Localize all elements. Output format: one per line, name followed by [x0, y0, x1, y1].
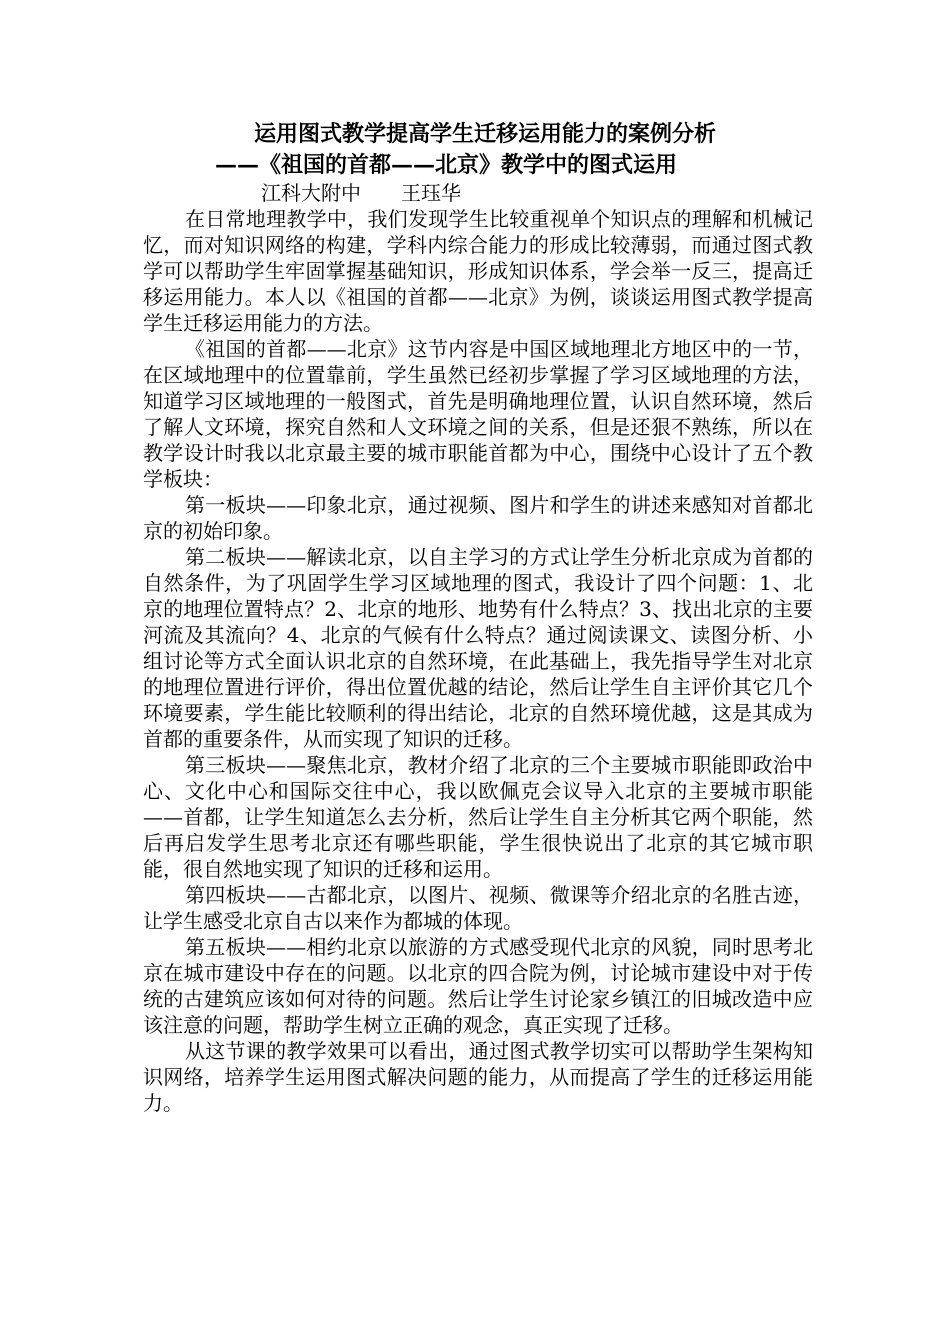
school-name: 江科大附中: [261, 181, 361, 205]
paragraph-module-5: 第五板块——相约北京以旅游的方式感受现代北京的风貌，同时思考北京在城市建设中存在的问题。以北京的四合院为例，讨论城市建设中对于传统的古建筑应该如何对待的问题。然后让学生讨论家乡镇江的旧城改造中应该注意的问题，帮助学生树立正确的观念，真正实现了迁移。: [143, 935, 813, 1037]
paragraph-module-2: 第二板块——解读北京，以自主学习的方式让学生分析北京成为首都的自然条件，为了巩固学生学习区域地理的图式，我设计了四个问题：1、北京的地理位置特点？2、北京的地形、地势有什么特点？3、找出北京的主要河流及其流向？4、北京的气候有什么特点？通过阅读课文、读图分析、小组讨论等方式全面认识北京的自然环境，在此基础上，我先指导学生对北京的地理位置进行评价，得出位置优越的结论，然后让学生自主评价其它几个环境要素，学生能比较顺利的得出结论，北京的自然环境优越，这是其成为首都的重要条件，从而实现了知识的迁移。: [143, 545, 813, 751]
document-title: 运用图式教学提高学生迁移运用能力的案例分析: [253, 121, 716, 147]
document-subtitle: ——《祖国的首都——北京》教学中的图式运用: [215, 152, 678, 178]
byline: [143, 180, 813, 206]
paragraph-module-4: 第四板块——古都北京，以图片、视频、微课等介绍北京的名胜古迹，让学生感受北京自古以来作为都城的体现。: [143, 883, 813, 933]
paragraph-intro: 在日常地理教学中，我们发现学生比较重视单个知识点的理解和机械记忆，而对知识网络的构建，学科内综合能力的形成比较薄弱，而通过图式教学可以帮助学生牢固掌握基础知识，形成知识体系，学会举一反三，提高迁移运用能力。本人以《祖国的首都——北京》为例，谈谈运用图式教学提高学生迁移运用能力的方法。: [143, 207, 813, 335]
paragraph-module-1: 第一板块——印象北京，通过视频、图片和学生的讲述来感知对首都北京的初始印象。: [143, 493, 813, 543]
paragraph-lesson-overview: 《祖国的首都——北京》这节内容是中国区域地理北方地区中的一节，在区域地理中的位置靠前，学生虽然已经初步掌握了学习区域地理的方法，知道学习区域地理的一般图式，首先是明确地理位置，认识自然环境，然后了解人文环境，探究自然和人文环境之间的关系，但是还狠不熟练，所以在教学设计时我以北京最主要的城市职能首都为中心，围绕中心设计了五个教学板块：: [143, 337, 813, 491]
document-page: [143, 118, 813, 1116]
paragraph-module-3: 第三板块——聚焦北京，教材介绍了北京的三个主要城市职能即政治中心、文化中心和国际交往中心，我以欧佩克会议导入北京的主要城市职能——首都，让学生知道怎么去分析，然后让学生自主分析其它两个职能，然后再启发学生思考北京还有哪些职能，学生很快说出了北京的其它城市职能，很自然地实现了知识的迁移和运用。: [143, 753, 813, 881]
paragraph-conclusion: 从这节课的教学效果可以看出，通过图式教学切实可以帮助学生架构知识网络，培养学生运用图式解决问题的能力，从而提高了学生的迁移运用能力。: [143, 1039, 813, 1115]
author-name: 王珏华: [401, 181, 461, 205]
